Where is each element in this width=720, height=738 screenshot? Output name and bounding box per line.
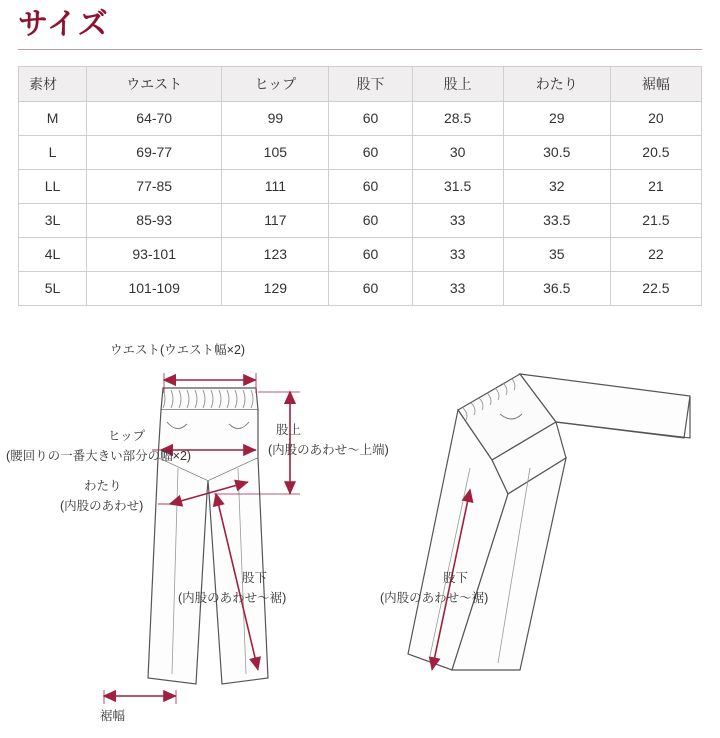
label-waist: ウエスト(ウエスト幅×2) <box>110 342 246 357</box>
label-inseam-side: 股下 <box>443 570 469 585</box>
column-header-inseam: 股下 <box>329 66 412 101</box>
table-row <box>19 203 702 237</box>
label-inseam: 股下 <box>242 570 268 585</box>
cell-hip: 117 <box>222 203 329 237</box>
label-hip: ヒップ <box>108 428 146 443</box>
cell-size: 3L <box>19 203 87 237</box>
cell-size: L <box>19 135 87 169</box>
cell-waist: 69-77 <box>87 135 222 169</box>
table-row <box>19 237 702 271</box>
cell-hip: 111 <box>222 169 329 203</box>
footer-spacer <box>0 723 720 733</box>
column-header-thigh: わたり <box>503 66 610 101</box>
cell-rise: 28.5 <box>412 101 503 135</box>
cell-thigh: 29 <box>503 101 610 135</box>
column-header-hip: ヒップ <box>222 66 329 101</box>
cell-rise: 33 <box>412 203 503 237</box>
cell-hem: 20.5 <box>610 135 701 169</box>
cell-rise: 33 <box>412 237 503 271</box>
cell-inseam: 60 <box>329 203 412 237</box>
cell-rise: 31.5 <box>412 169 503 203</box>
cell-waist: 64-70 <box>87 101 222 135</box>
cell-hem: 21.5 <box>610 203 701 237</box>
cell-thigh: 32 <box>503 169 610 203</box>
cell-inseam: 60 <box>329 135 412 169</box>
cell-hip: 129 <box>222 271 329 305</box>
label-thigh-detail: (内股のあわせ) <box>60 498 144 513</box>
label-hem: 裾幅 <box>100 708 126 723</box>
column-header-hem: 裾幅 <box>610 66 701 101</box>
table-row <box>19 169 702 203</box>
cell-waist: 93-101 <box>87 237 222 271</box>
cell-hip: 123 <box>222 237 329 271</box>
cell-thigh: 36.5 <box>503 271 610 305</box>
cell-hem: 22.5 <box>610 271 701 305</box>
cell-waist: 101-109 <box>87 271 222 305</box>
cell-inseam: 60 <box>329 237 412 271</box>
column-header-material: 素材 <box>19 66 87 101</box>
size-table-head <box>19 66 702 101</box>
label-hip-detail: (腰回りの一番大きい部分の幅×2) <box>6 448 192 463</box>
size-table-container <box>0 50 720 306</box>
page-title: サイズ <box>18 8 109 41</box>
cell-size: M <box>19 101 87 135</box>
size-table <box>18 66 702 306</box>
cell-hip: 99 <box>222 101 329 135</box>
label-thigh: わたり <box>84 478 122 493</box>
cell-thigh: 30.5 <box>503 135 610 169</box>
title-block <box>0 0 720 50</box>
cell-size: 5L <box>19 271 87 305</box>
measurement-diagram <box>0 318 720 738</box>
cell-thigh: 33.5 <box>503 203 610 237</box>
cell-hip: 105 <box>222 135 329 169</box>
cell-waist: 77-85 <box>87 169 222 203</box>
cell-size: LL <box>19 169 87 203</box>
label-rise-detail: (内股のあわせ〜上端) <box>268 442 389 457</box>
cell-inseam: 60 <box>329 271 412 305</box>
column-header-waist: ウエスト <box>87 66 222 101</box>
cell-rise: 30 <box>412 135 503 169</box>
label-inseam-detail: (内股のあわせ〜裾) <box>178 590 287 605</box>
table-row <box>19 271 702 305</box>
cell-hem: 20 <box>610 101 701 135</box>
cell-inseam: 60 <box>329 101 412 135</box>
pants-side-illustration <box>408 374 690 670</box>
cell-hem: 22 <box>610 237 701 271</box>
table-row <box>19 101 702 135</box>
column-header-rise: 股上 <box>412 66 503 101</box>
cell-thigh: 35 <box>503 237 610 271</box>
cell-rise: 33 <box>412 271 503 305</box>
cell-waist: 85-93 <box>87 203 222 237</box>
table-header-row <box>19 66 702 101</box>
cell-inseam: 60 <box>329 169 412 203</box>
cell-hem: 21 <box>610 169 701 203</box>
label-inseam-side-detail: (内股のあわせ〜裾) <box>380 590 489 605</box>
label-rise: 股上 <box>276 422 302 437</box>
table-row <box>19 135 702 169</box>
cell-size: 4L <box>19 237 87 271</box>
size-table-body <box>19 101 702 305</box>
